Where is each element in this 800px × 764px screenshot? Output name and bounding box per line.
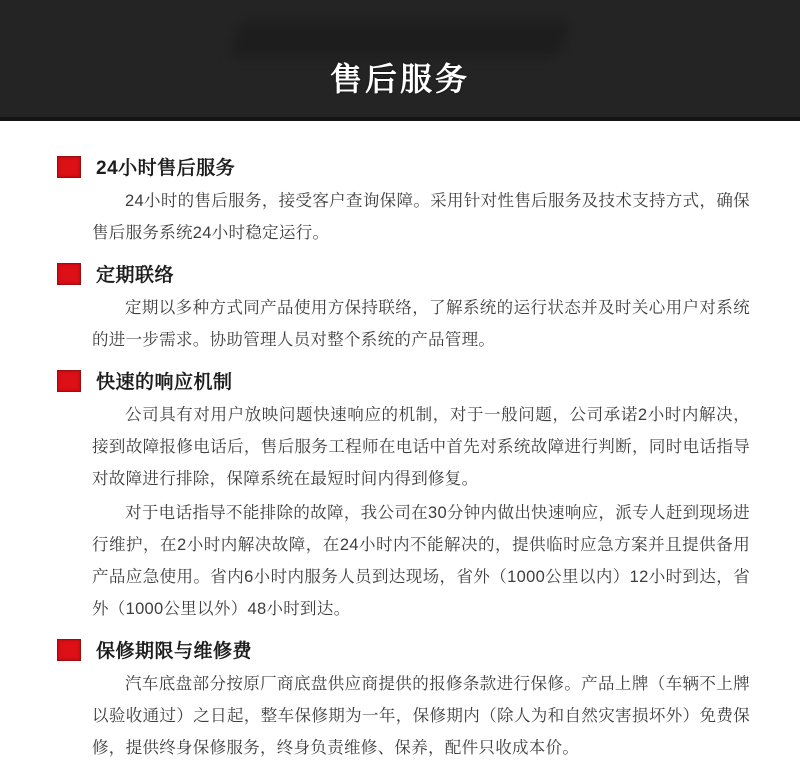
banner [0, 0, 800, 121]
section-heading-text: 定期联络 [96, 265, 175, 286]
section-paragraphs [0, 292, 800, 356]
paragraph: 24小时的售后服务，接受客户查询保障。采用针对性售后服务及技术支持方式，确保售后服务系统24小时稳定运行。 [92, 192, 750, 242]
section-heading-text: 快速的响应机制 [96, 372, 233, 393]
red-square-bullet-icon [57, 370, 81, 392]
page-title: 售后服务 [329, 61, 470, 97]
red-square-bullet-icon [57, 639, 81, 661]
paragraph: 对于电话指导不能排除的故障，我公司在30分钟内做出快速响应，派专人赶到现场进行维护，在2小时内解决故障，在24小时内不能解决的，提供临时应急方案并且提供备用产品应急使用。省内6小时内服务人员到达现场，省外（1000公里以内）12小时到达，省外（1000公里以外）48小时到达。 [92, 504, 750, 618]
paragraph: 定期以多种方式同产品使用方保持联络，了解系统的运行状态并及时关心用户对系统的进一步需求。协助管理人员对整个系统的产品管理。 [92, 299, 750, 349]
section-heading-row [57, 367, 800, 394]
service-section [0, 153, 800, 249]
section-heading-row [57, 260, 800, 287]
red-square-bullet-icon [57, 156, 81, 178]
section-paragraphs [0, 185, 800, 249]
banner-watermark [229, 22, 570, 56]
service-section [0, 367, 800, 625]
service-section [0, 260, 800, 356]
paragraph: 汽车底盘部分按原厂商底盘供应商提供的报修条款进行保修。产品上牌（车辆不上牌以验收通过）之日起，整车保修期为一年，保修期内（除人为和自然灾害损坏外）免费保修，提供终身保修服务，终身负责维修、保养，配件只收成本价。 [92, 675, 750, 757]
section-paragraphs [0, 668, 800, 764]
service-section [0, 636, 800, 764]
section-heading-row [57, 153, 800, 180]
section-heading-text: 保修期限与维修费 [96, 641, 253, 662]
section-paragraphs [0, 399, 800, 625]
section-heading-text: 24小时售后服务 [96, 158, 236, 179]
paragraph: 公司具有对用户放映问题快速响应的机制，对于一般问题，公司承诺2小时内解决，接到故障报修电话后，售后服务工程师在电话中首先对系统故障进行判断，同时电话指导对故障进行排除，保障系统在最短时间内得到修复。 [92, 406, 750, 488]
section-heading-row [57, 636, 800, 663]
content [0, 121, 800, 764]
red-square-bullet-icon [57, 263, 81, 285]
